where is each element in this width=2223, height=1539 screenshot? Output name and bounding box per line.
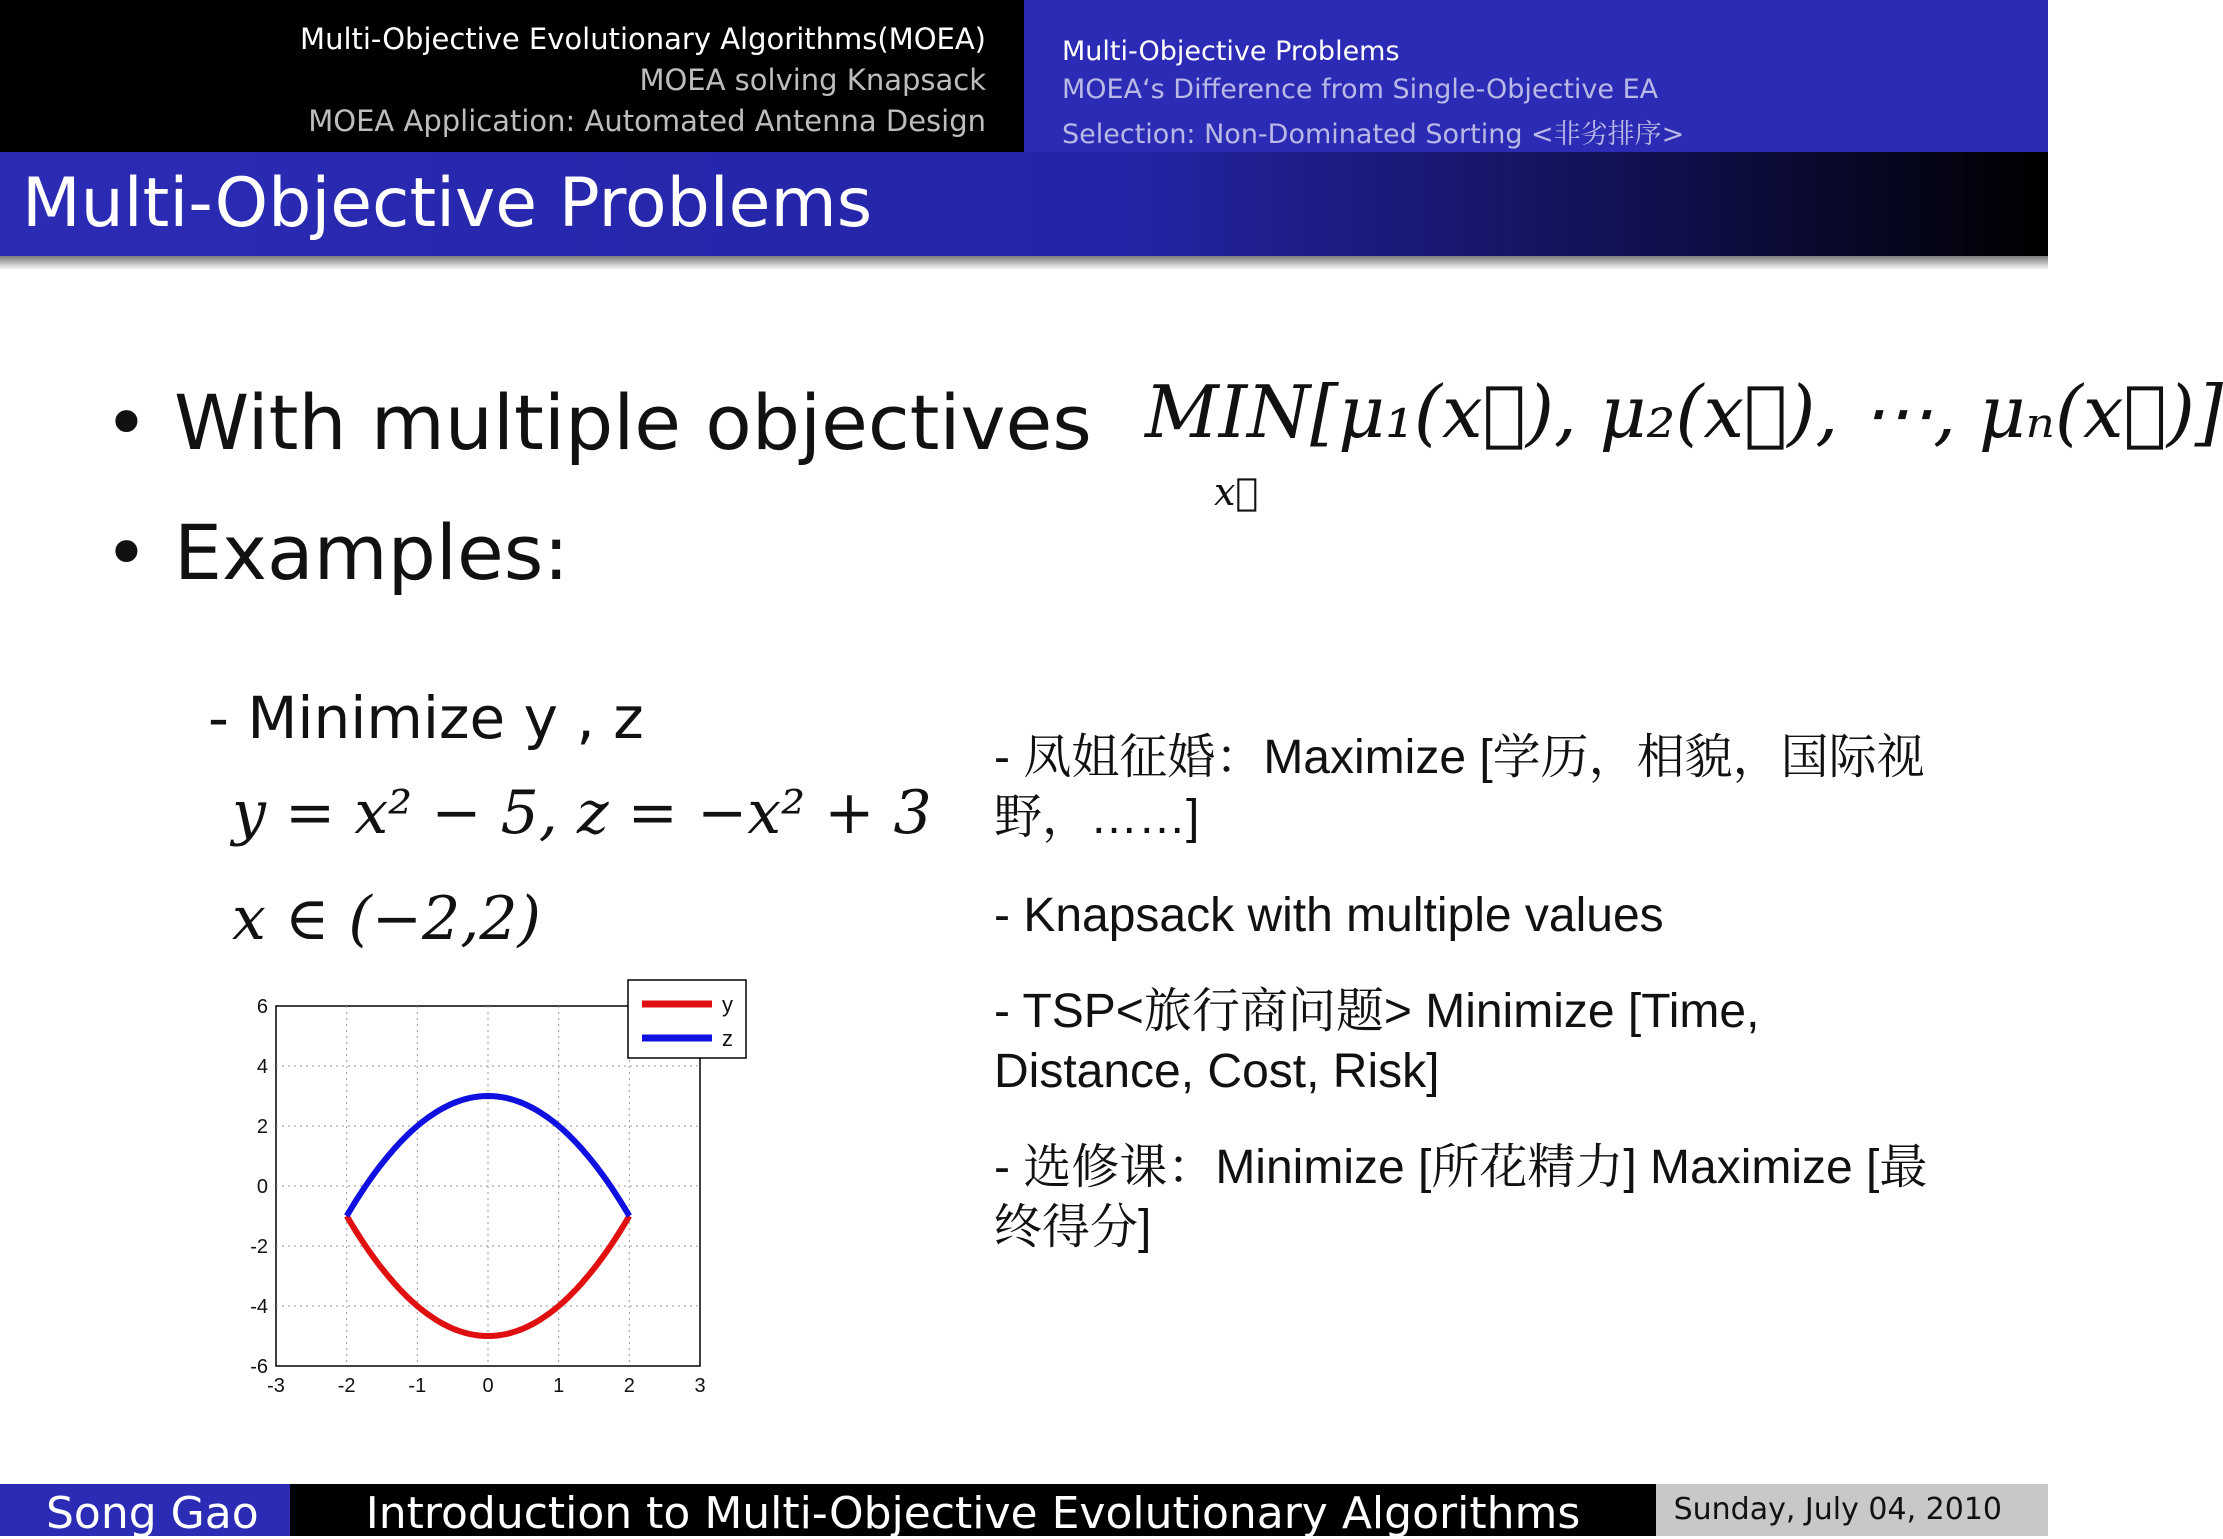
y-tick-label: 0 [256, 1176, 268, 1198]
domain: x ∈ (−2,2) [232, 884, 541, 954]
x-tick-label: -1 [408, 1375, 427, 1397]
y-tick-label: 2 [256, 1116, 268, 1138]
y-tick-label: 4 [256, 1056, 268, 1078]
equation: y = x² − 5, z = −x² + 3 [232, 778, 932, 848]
slide-title: Multi-Objective Problems [22, 164, 873, 243]
navigation-header [0, 0, 2048, 152]
x-tick-label: 0 [482, 1375, 494, 1397]
y-tick-label: -6 [250, 1356, 268, 1378]
bullet-text: Examples: [174, 508, 569, 597]
bullet-dot: • [104, 378, 149, 467]
footer-date-block [1656, 1484, 2048, 1536]
nav-subsection-selection[interactable]: Selection: Non-Dominated Sorting <非劣排序> [1062, 119, 1685, 150]
x-tick-label: 1 [553, 1375, 565, 1397]
footer-author: Song Gao [46, 1488, 259, 1539]
bullet-examples [104, 508, 569, 597]
example-item: - 凤姐征婚：Maximize [学历，相貌，国际视野，……] [994, 731, 1925, 844]
minimize-line: - Minimize y , z [208, 684, 644, 752]
x-tick-label: -2 [337, 1375, 356, 1397]
bullet-multiple-objectives [104, 378, 1092, 467]
legend-label-z: z [722, 1026, 733, 1051]
example-item: - 选修课：Minimize [所花精力] Maximize [最终得分] [994, 1141, 1928, 1254]
example-item: - Knapsack with multiple values [994, 889, 1664, 942]
section-navigation [0, 0, 1024, 152]
example-item: - TSP<旅行商问题> Minimize [Time, Distance, Cost, Risk] [994, 985, 1760, 1098]
footer-author-block [0, 1484, 290, 1539]
min-formula-subscript: x⃗ [1214, 470, 1259, 514]
nav-section-antenna[interactable]: MOEA Application: Automated Antenna Design [308, 104, 986, 138]
legend-label-y: y [722, 992, 733, 1017]
nav-subsection-difference[interactable]: MOEA‘s Difference from Single-Objective EA [1062, 74, 1659, 105]
footer-date: Sunday, July 04, 2010 [1673, 1492, 2002, 1527]
title-bar [0, 152, 2048, 256]
x-tick-label: 2 [623, 1375, 635, 1397]
footer-title-block [290, 1484, 1656, 1539]
nav-section-moea[interactable]: Multi-Objective Evolutionary Algorithms(MOEA) [300, 22, 986, 56]
nav-section-knapsack[interactable]: MOEA solving Knapsack [639, 63, 986, 97]
bullet-text: With multiple objectives [174, 378, 1092, 467]
objective-chart [230, 980, 770, 1400]
subsection-navigation [1024, 0, 2048, 152]
nav-subsection-multi-objective-problems[interactable]: Multi-Objective Problems [1062, 36, 1400, 67]
bullet-dot: • [104, 508, 149, 597]
x-tick-label: -3 [267, 1375, 285, 1397]
y-tick-label: -4 [250, 1296, 268, 1318]
y-tick-label: -2 [250, 1236, 268, 1258]
min-formula: MIN[μ₁(x⃗), μ₂(x⃗), ⋯, μₙ(x⃗)] [1145, 370, 2223, 454]
y-tick-label: 6 [256, 996, 268, 1018]
title-bar-shadow [0, 256, 2048, 270]
footer-title: Introduction to Multi-Objective Evolutionary Algorithms [365, 1488, 1581, 1539]
x-tick-label: 3 [694, 1375, 706, 1397]
